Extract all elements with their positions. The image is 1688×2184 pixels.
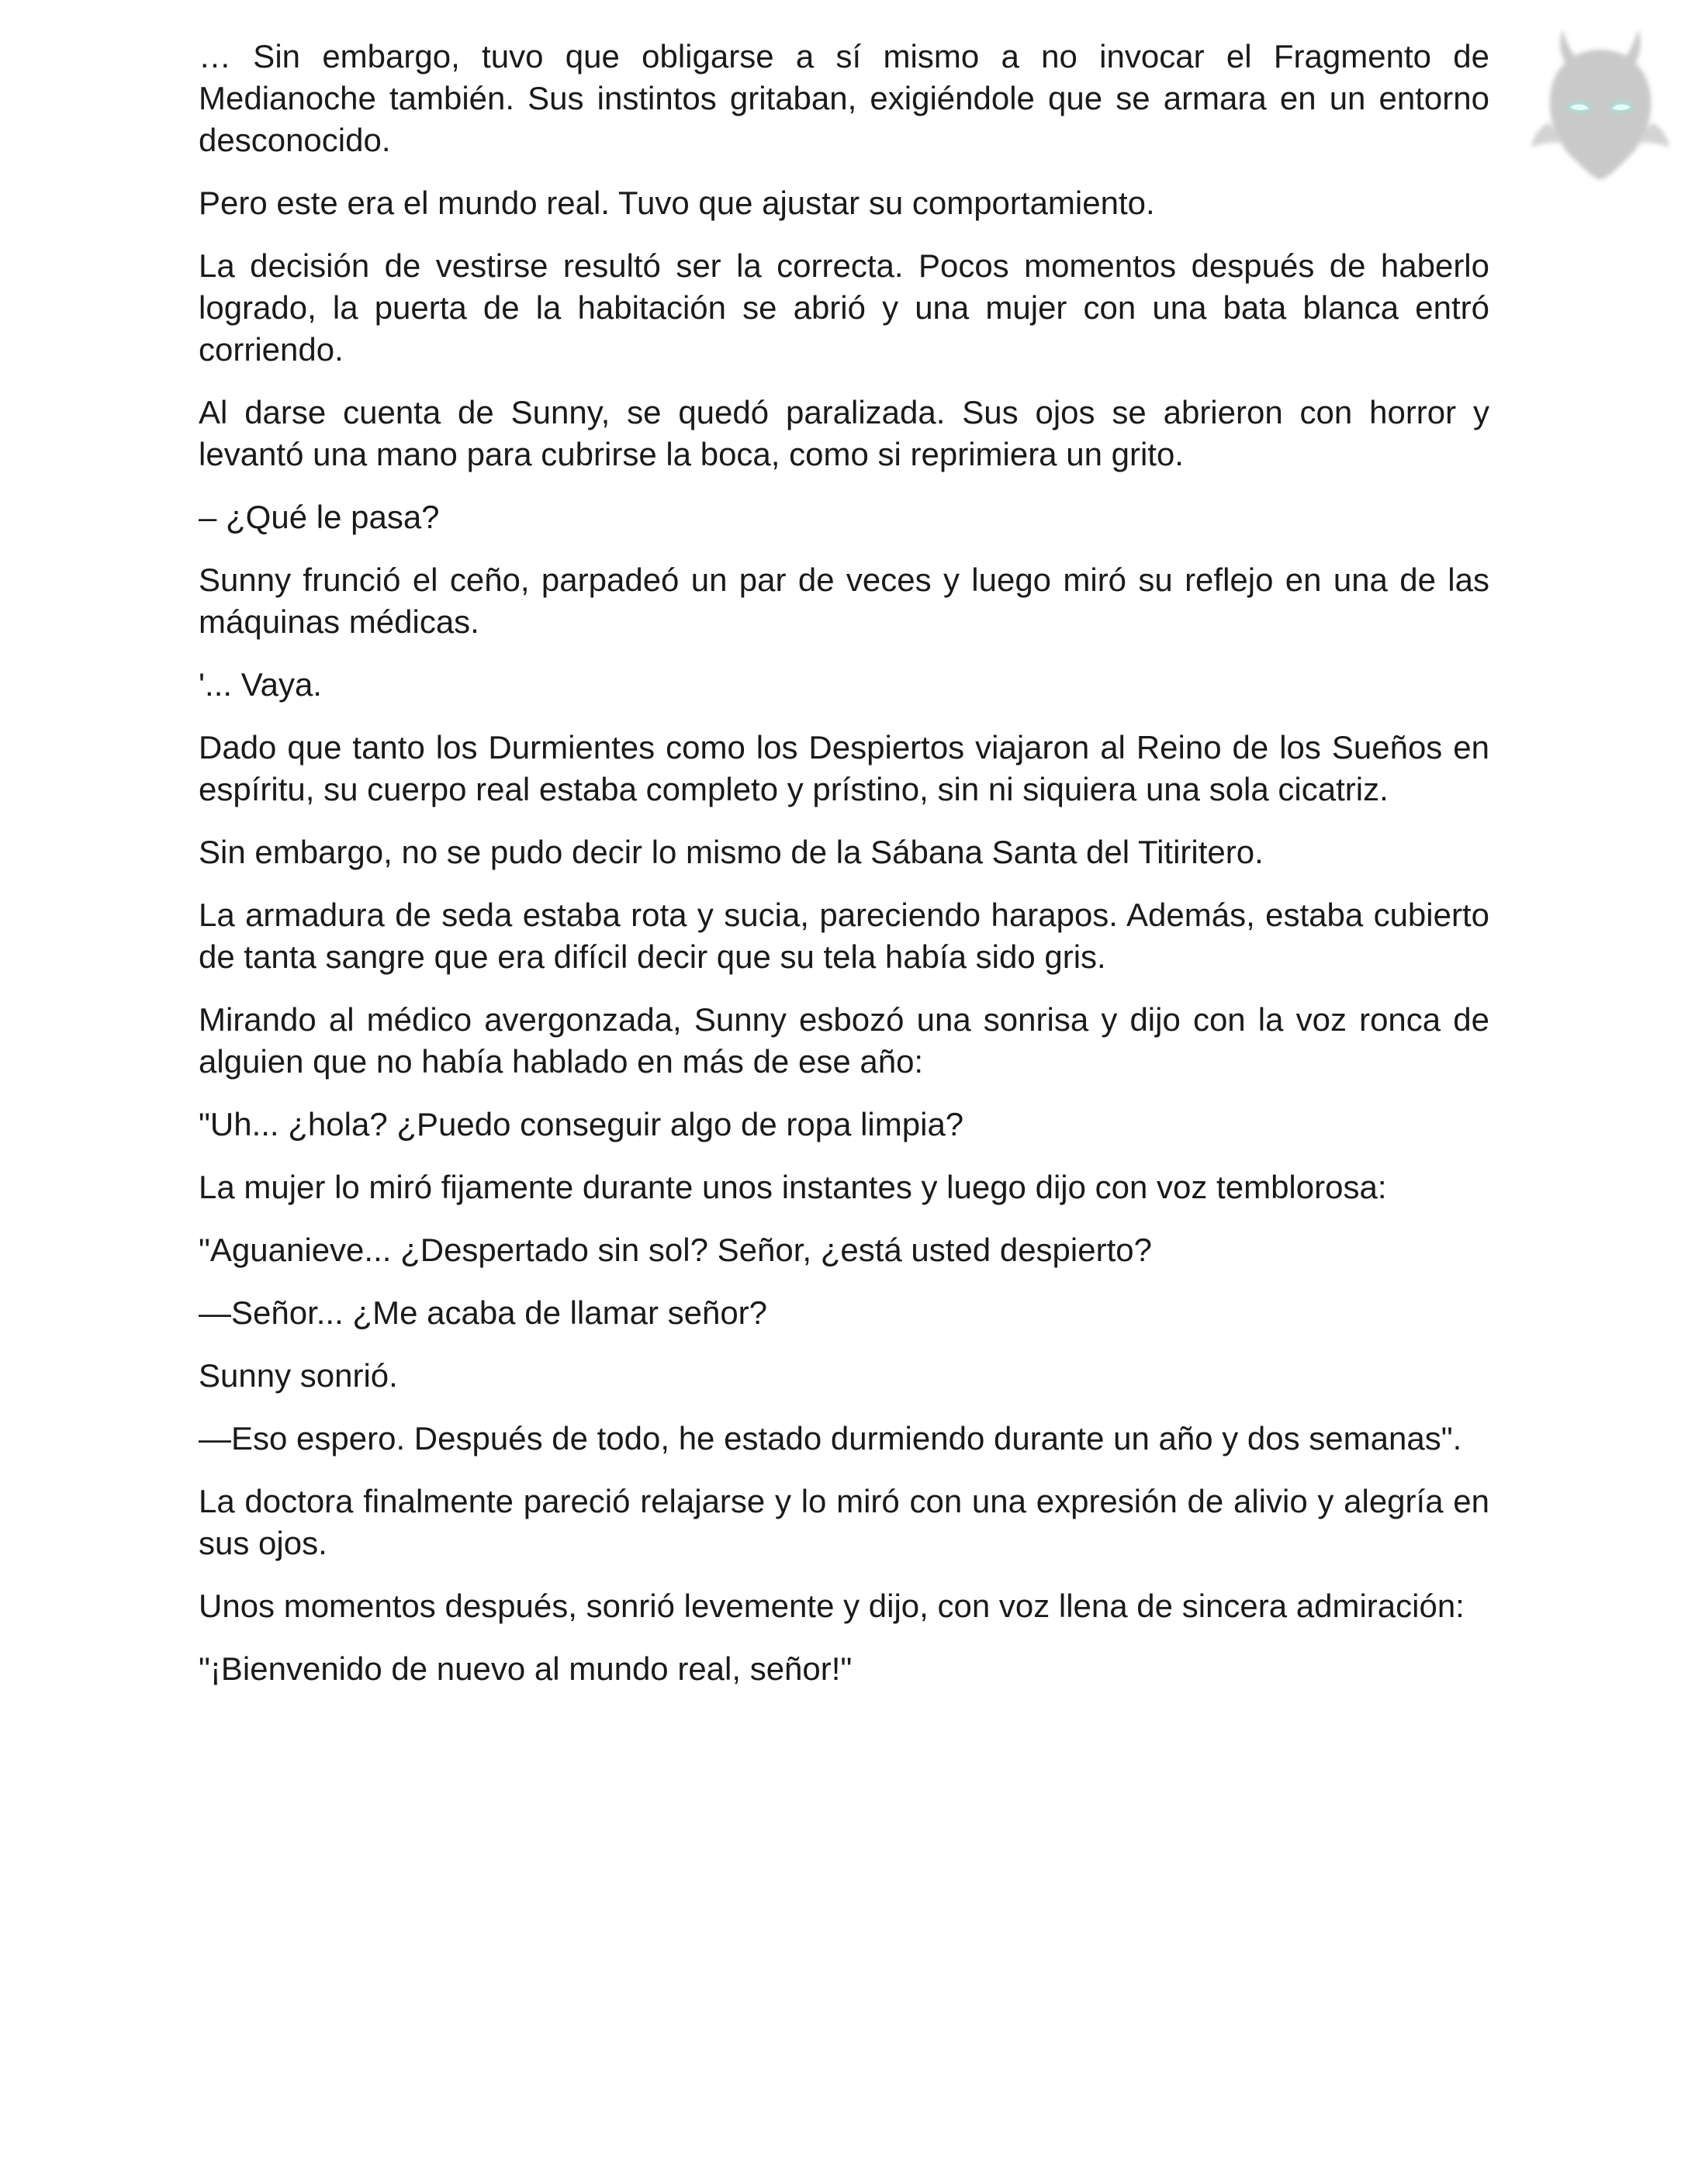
text-column bbox=[199, 36, 1489, 1711]
paragraph: Unos momentos después, sonrió levemente y dijo, con voz llena de sincera admiración: bbox=[199, 1588, 1465, 1624]
paragraph: Pero este era el mundo real. Tuvo que ajustar su comportamiento. bbox=[199, 185, 1155, 221]
paragraph: "¡Bienvenido de nuevo al mundo real, señor!" bbox=[199, 1650, 853, 1687]
paragraph: "Uh... ¿hola? ¿Puedo conseguir algo de ropa limpia? bbox=[199, 1106, 964, 1142]
paragraph: Al darse cuenta de Sunny, se quedó paralizada. Sus ojos se abrieron con horror y levantó una mano para cubrirse la boca, como si reprimiera un grito. bbox=[199, 394, 1489, 472]
paragraph: La armadura de seda estaba rota y sucia, pareciendo harapos. Además, estaba cubierto de tanta sangre que era difícil decir que su tela había sido gris. bbox=[199, 897, 1489, 975]
demon-head-icon bbox=[1527, 14, 1674, 192]
paragraph: La mujer lo miró fijamente durante unos instantes y luego dijo con voz temblorosa: bbox=[199, 1169, 1387, 1205]
paragraph: "Aguanieve... ¿Despertado sin sol? Señor, ¿está usted despierto? bbox=[199, 1232, 1152, 1268]
paragraph: – ¿Qué le pasa? bbox=[199, 499, 440, 535]
paragraph: La doctora finalmente pareció relajarse y lo miró con una expresión de alivio y alegría en sus ojos. bbox=[199, 1483, 1489, 1561]
paragraph: La decisión de vestirse resultó ser la correcta. Pocos momentos después de haberlo logrado, la puerta de la habitación se abrió y una mujer con una bata blanca entró corriendo. bbox=[199, 247, 1489, 368]
paragraph: Sunny sonrió. bbox=[199, 1357, 398, 1394]
paragraph: Dado que tanto los Durmientes como los Despiertos viajaron al Reino de los Sueños en espíritu, su cuerpo real estaba completo y prístino, sin ni siquiera una sola cicatriz. bbox=[199, 729, 1489, 807]
paragraph: —Señor... ¿Me acaba de llamar señor? bbox=[199, 1294, 768, 1331]
paragraph: '... Vaya. bbox=[199, 666, 322, 703]
paragraph: Mirando al médico avergonzada, Sunny esbozó una sonrisa y dijo con la voz ronca de alguien que no había hablado en más de ese año: bbox=[199, 1001, 1489, 1080]
paragraph: Sin embargo, no se pudo decir lo mismo de la Sábana Santa del Titiritero. bbox=[199, 834, 1264, 870]
paragraph: Sunny frunció el ceño, parpadeó un par de veces y luego miró su reflejo en una de las máquinas médicas. bbox=[199, 562, 1489, 640]
paragraph: … Sin embargo, tuvo que obligarse a sí mismo a no invocar el Fragmento de Medianoche también. Sus instintos gritaban, exigiéndole que se armara en un entorno desconocido. bbox=[199, 38, 1489, 158]
paragraph: —Eso espero. Después de todo, he estado durmiendo durante un año y dos semanas". bbox=[199, 1420, 1462, 1457]
